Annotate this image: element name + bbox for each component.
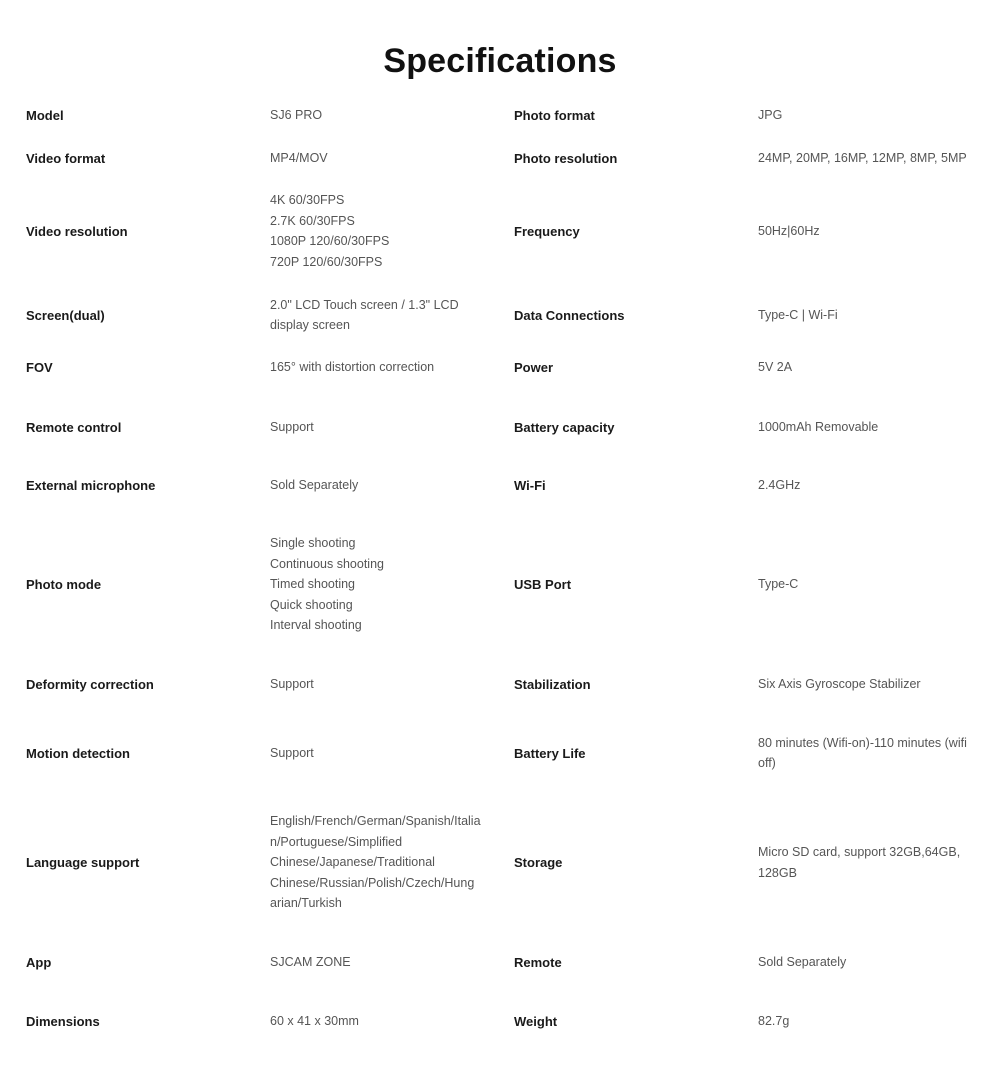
spec-value: 24MP, 20MP, 16MP, 12MP, 8MP, 5MP: [758, 150, 967, 165]
spec-value: 165° with distortion correction: [270, 359, 435, 374]
spec-label: Remote control: [26, 419, 122, 435]
spec-row: [0, 294, 1000, 336]
spec-row: [0, 412, 1000, 442]
spec-label: Weight: [514, 1013, 558, 1029]
spec-label: Frequency: [514, 223, 580, 239]
spec-label: Model: [26, 107, 64, 123]
spec-label: Photo resolution: [514, 150, 618, 166]
spec-value: JPG: [758, 107, 783, 122]
spec-label: Power: [514, 359, 554, 375]
spec-value: 60 x 41 x 30mm: [270, 1013, 359, 1028]
spec-value: Sold Separately: [758, 954, 847, 969]
spec-label: Video format: [26, 150, 106, 166]
spec-value: Single shooting Continuous shooting Timed shooting Quick shooting Interval shooting: [270, 536, 384, 633]
spec-label: Screen(dual): [26, 307, 105, 323]
spec-row: [0, 732, 1000, 774]
spec-row: [0, 100, 1000, 130]
spec-label: Photo format: [514, 107, 595, 123]
spec-value: 2.4GHz: [758, 477, 801, 492]
spec-value: 50Hz|60Hz: [758, 223, 820, 238]
spec-row: [0, 810, 1000, 915]
spec-value: Micro SD card, support 32GB,64GB, 128GB: [758, 845, 961, 880]
spec-label: Video resolution: [26, 223, 128, 239]
spec-label: Wi-Fi: [514, 477, 546, 493]
spec-label: Language support: [26, 855, 140, 870]
spec-label: Battery capacity: [514, 419, 615, 435]
spec-label: Remote: [514, 954, 562, 970]
spec-label: Battery Life: [514, 745, 586, 761]
spec-value: 4K 60/30FPS 2.7K 60/30FPS 1080P 120/60/30FPS 720P 120/60/30FPS: [270, 193, 390, 269]
spec-value: Sold Separately: [270, 477, 359, 492]
page-title: Specifications: [383, 42, 617, 80]
spec-label: Motion detection: [26, 745, 130, 761]
spec-row: [0, 352, 1000, 382]
spec-value: Support: [270, 676, 314, 691]
spec-value: 1000mAh Removable: [758, 419, 879, 434]
spec-value: 82.7g: [758, 1013, 790, 1028]
spec-value: 2.0" LCD Touch screen / 1.3" LCD display screen: [270, 297, 459, 332]
spec-label: Stabilization: [514, 676, 591, 692]
spec-row: [0, 143, 1000, 173]
spec-label: App: [26, 954, 52, 970]
spec-label: External microphone: [26, 477, 156, 493]
spec-label: Deformity correction: [26, 676, 154, 692]
spec-value: SJ6 PRO: [270, 107, 323, 122]
spec-value: Support: [270, 745, 314, 760]
spec-label: Storage: [514, 855, 563, 870]
spec-label: FOV: [26, 359, 53, 375]
spec-label: Photo mode: [26, 577, 102, 592]
spec-value: 5V 2A: [758, 359, 793, 374]
spec-row: [0, 532, 1000, 637]
spec-value: Six Axis Gyroscope Stabilizer: [758, 676, 921, 691]
spec-value: English/French/German/Spanish/Italia n/Portuguese/Simplified Chinese/Japanese/Traditional Chinese/Russian/Polish/Czech/Hung arian/Turkish: [270, 814, 481, 911]
spec-value: MP4/MOV: [270, 150, 328, 165]
spec-value: Type-C | Wi-Fi: [758, 307, 838, 322]
spec-value: Type-C: [758, 577, 799, 592]
spec-value: SJCAM ZONE: [270, 954, 351, 969]
spec-row: [0, 1006, 1000, 1036]
spec-label: USB Port: [514, 577, 572, 592]
spec-label: Dimensions: [26, 1013, 100, 1029]
spec-value: 80 minutes (Wifi-on)-110 minutes (wifi off): [758, 735, 967, 770]
spec-row: [0, 947, 1000, 977]
spec-row: [0, 189, 1000, 273]
spec-label: Data Connections: [514, 307, 625, 323]
spec-row: [0, 470, 1000, 500]
spec-row: [0, 669, 1000, 699]
spec-value: Support: [270, 419, 314, 434]
